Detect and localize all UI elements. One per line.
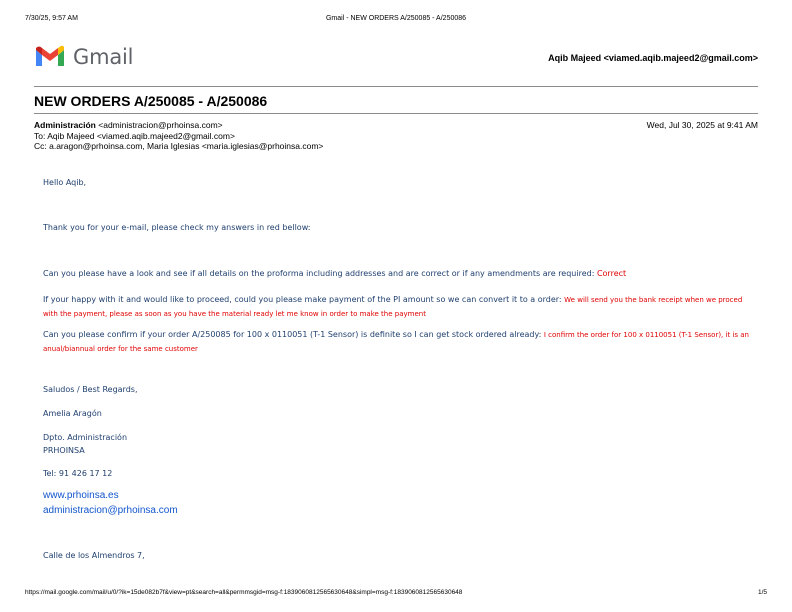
sender-name: Administración [34,120,96,130]
subject-divider [34,113,758,114]
question-2 [43,293,758,321]
gmail-branding-bar [34,44,758,72]
email-address-link[interactable]: administracion@prhoinsa.com [43,505,178,516]
print-datetime: 7/30/25, 9:57 AM [25,15,78,22]
print-footer [25,589,767,601]
signer-name: Amelia Aragón [43,409,102,418]
website-link[interactable]: www.prhoinsa.es [43,490,119,501]
signer-company: PRHOINSA [43,446,85,455]
email-date: Wed, Jul 30, 2025 at 9:41 AM [646,120,758,130]
gmail-wordmark: Gmail [73,45,134,69]
gmail-logo-icon [34,44,66,68]
print-title: Gmail - NEW ORDERS A/250085 - A/250086 [325,15,467,22]
sign-off: Saludos / Best Regards, [43,385,138,394]
print-url: https://mail.google.com/mail/u/0/?ik=15de082b7f&view=pt&search=all&permmsgid=msg-f:1839060812565630648&simpl=msg-f:1839060812565630648 [25,589,463,596]
signer-department: Dpto. Administración [43,433,128,442]
question-1-text: Can you please have a look and see if all details on the proforma including addresses and are correct or if any amendments are required: [43,269,595,278]
sender-address: <administracion@prhoinsa.com> [98,120,223,130]
greeting: Hello Aqib, [43,178,87,187]
header-divider [34,86,758,87]
email-meta [34,120,323,152]
recipient-to: To: Aqib Majeed <viamed.aqib.majeed2@gmail.com> [34,130,235,141]
sender-line [34,120,323,131]
email-subject: NEW ORDERS A/250085 - A/250086 [34,93,268,109]
signer-address: Calle de los Almendros 7, [43,551,145,560]
signer-phone: Tel: 91 426 17 12 [43,469,113,478]
answer-2: We will send you the bank receipt when we proced with the payment, please as soon as you have the material ready let me know in order to make the payment [43,296,743,318]
print-header [25,15,767,27]
intro-paragraph: Thank you for your e-mail, please check my answers in red bellow: [43,223,311,232]
recipient-cc: Cc: a.aragon@prhoinsa.com, Maria Iglesias <maria.iglesias@prhoinsa.com> [34,141,324,151]
question-3-text: Can you please confirm if your order A/250085 for 100 x 0110051 (T-1 Sensor) is definite so I can get stock ordered already: [43,330,542,339]
account-identity: Aqib Majeed <viamed.aqib.majeed2@gmail.com> [548,53,758,63]
answer-1: Correct [596,269,627,278]
question-2-text: If your happy with it and would like to proceed, could you please make payment of the PI amount so we can convert it to a order: [43,295,562,304]
question-3 [43,328,758,356]
answer-3: I confirm the order for 100 x 0110051 (T-1 Sensor), it is an anual/biannual order for the same customer [43,331,749,353]
page-number: 1/5 [757,589,767,596]
question-1 [43,269,758,278]
